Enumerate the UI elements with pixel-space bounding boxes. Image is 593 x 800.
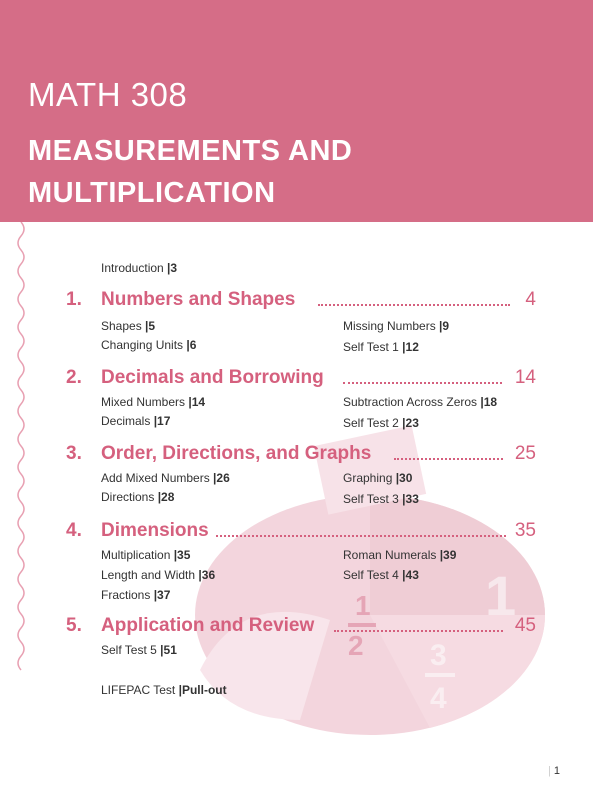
lesson-item[interactable] xyxy=(101,338,196,352)
course-code: MATH 308 xyxy=(28,76,188,113)
unit-title: Order, Directions, and Graphs xyxy=(101,443,372,464)
lesson-item[interactable] xyxy=(101,395,205,409)
lesson-label: Subtraction Across Zeros xyxy=(343,395,481,409)
dot-leader xyxy=(216,535,506,537)
introduction-label: Introduction xyxy=(101,261,168,275)
lesson-item[interactable] xyxy=(101,548,190,562)
introduction-page: |3 xyxy=(167,261,178,275)
lesson-item[interactable] xyxy=(101,319,155,333)
svg-text:3: 3 xyxy=(430,639,447,672)
unit-title: Application and Review xyxy=(101,615,315,636)
lesson-list xyxy=(66,548,536,614)
unit-title: Decimals and Borrowing xyxy=(101,367,324,388)
lesson-item[interactable] xyxy=(101,643,177,657)
lesson-page: |28 xyxy=(157,490,175,504)
lesson-page: |23 xyxy=(402,416,419,430)
lesson-item[interactable] xyxy=(101,414,170,428)
lesson-label: Add Mixed Numbers xyxy=(101,471,214,485)
unit-number: 1. xyxy=(66,289,82,310)
lesson-label: Shapes xyxy=(101,319,146,333)
unit-4[interactable] xyxy=(66,520,536,614)
unit-page: 25 xyxy=(514,443,536,464)
lesson-page: |37 xyxy=(153,588,171,602)
dot-leader xyxy=(343,382,502,384)
lesson-page: |51 xyxy=(160,643,177,657)
lesson-page: |33 xyxy=(402,492,419,506)
lesson-page: |9 xyxy=(439,319,450,333)
unit-5[interactable] xyxy=(66,615,536,667)
lesson-page: |12 xyxy=(402,340,419,354)
unit-heading xyxy=(66,367,536,393)
unit-3[interactable] xyxy=(66,443,536,531)
lesson-label: Length and Width xyxy=(101,568,199,582)
svg-text:1: 1 xyxy=(485,564,517,627)
dot-leader xyxy=(394,458,503,460)
lesson-page: |30 xyxy=(395,471,413,485)
lesson-item[interactable] xyxy=(343,319,449,333)
lesson-page: |35 xyxy=(173,548,191,562)
lesson-page: |26 xyxy=(213,471,230,485)
lifepac-label: LIFEPAC Test xyxy=(101,683,179,697)
lesson-item[interactable] xyxy=(343,416,419,430)
lesson-label: Self Test 4 xyxy=(343,568,403,582)
lesson-list xyxy=(66,643,536,667)
lesson-label: Self Test 5 xyxy=(101,643,161,657)
unit-number: 3. xyxy=(66,443,82,464)
page-title: MEASUREMENTS AND MULTIPLICATION xyxy=(28,135,353,209)
lesson-page: |14 xyxy=(188,395,206,409)
page-number-value: 1 xyxy=(553,765,560,777)
unit-heading xyxy=(66,443,536,469)
unit-1[interactable] xyxy=(66,289,536,377)
dot-leader xyxy=(334,630,503,632)
lifepac-page: |Pull-out xyxy=(178,683,227,697)
unit-number: 4. xyxy=(66,520,82,541)
lesson-label: Changing Units xyxy=(101,338,187,352)
lesson-item[interactable] xyxy=(343,492,419,506)
lesson-label: Directions xyxy=(101,490,158,504)
lesson-page: |39 xyxy=(439,548,457,562)
svg-text:1: 1 xyxy=(355,590,371,621)
lesson-page: |5 xyxy=(145,319,156,333)
lesson-item[interactable] xyxy=(343,340,419,354)
unit-heading xyxy=(66,520,536,546)
lesson-item[interactable] xyxy=(101,471,230,485)
lesson-label: Fractions xyxy=(101,588,154,602)
unit-number: 2. xyxy=(66,367,82,388)
unit-page: 45 xyxy=(514,615,536,636)
unit-page: 35 xyxy=(514,520,536,541)
unit-number: 5. xyxy=(66,615,82,636)
unit-2[interactable] xyxy=(66,367,536,455)
unit-page: 14 xyxy=(514,367,536,388)
lesson-page: |18 xyxy=(480,395,498,409)
introduction-entry[interactable] xyxy=(101,261,177,275)
lesson-item[interactable] xyxy=(101,490,174,504)
unit-heading xyxy=(66,289,536,315)
header-banner xyxy=(0,0,593,222)
lesson-label: Self Test 3 xyxy=(343,492,403,506)
lesson-label: Mixed Numbers xyxy=(101,395,189,409)
svg-text:4: 4 xyxy=(430,682,447,715)
lesson-item[interactable] xyxy=(343,548,456,562)
lesson-item[interactable] xyxy=(343,568,419,582)
lesson-label: Self Test 2 xyxy=(343,416,403,430)
lesson-label: Self Test 1 xyxy=(343,340,403,354)
page-number-divider: | xyxy=(548,765,551,777)
lesson-item[interactable] xyxy=(101,568,215,582)
lesson-label: Roman Numerals xyxy=(343,548,440,562)
unit-title: Numbers and Shapes xyxy=(101,289,296,310)
lifepac-test-entry[interactable] xyxy=(101,683,227,697)
page-number xyxy=(548,765,560,777)
lesson-page: |36 xyxy=(198,568,216,582)
lesson-label: Multiplication xyxy=(101,548,174,562)
lesson-item[interactable] xyxy=(343,395,497,409)
lesson-item[interactable] xyxy=(101,588,170,602)
svg-text:2: 2 xyxy=(348,630,364,661)
lesson-page: |17 xyxy=(153,414,171,428)
dot-leader xyxy=(318,304,510,306)
lesson-item[interactable] xyxy=(343,471,412,485)
wavy-line-decoration xyxy=(14,222,28,672)
unit-page: 4 xyxy=(525,289,536,310)
lesson-page: |6 xyxy=(186,338,197,352)
lesson-label: Missing Numbers xyxy=(343,319,440,333)
lesson-page: |43 xyxy=(402,568,419,582)
lesson-label: Decimals xyxy=(101,414,154,428)
unit-heading xyxy=(66,615,536,641)
lesson-label: Graphing xyxy=(343,471,396,485)
unit-title: Dimensions xyxy=(101,520,209,541)
